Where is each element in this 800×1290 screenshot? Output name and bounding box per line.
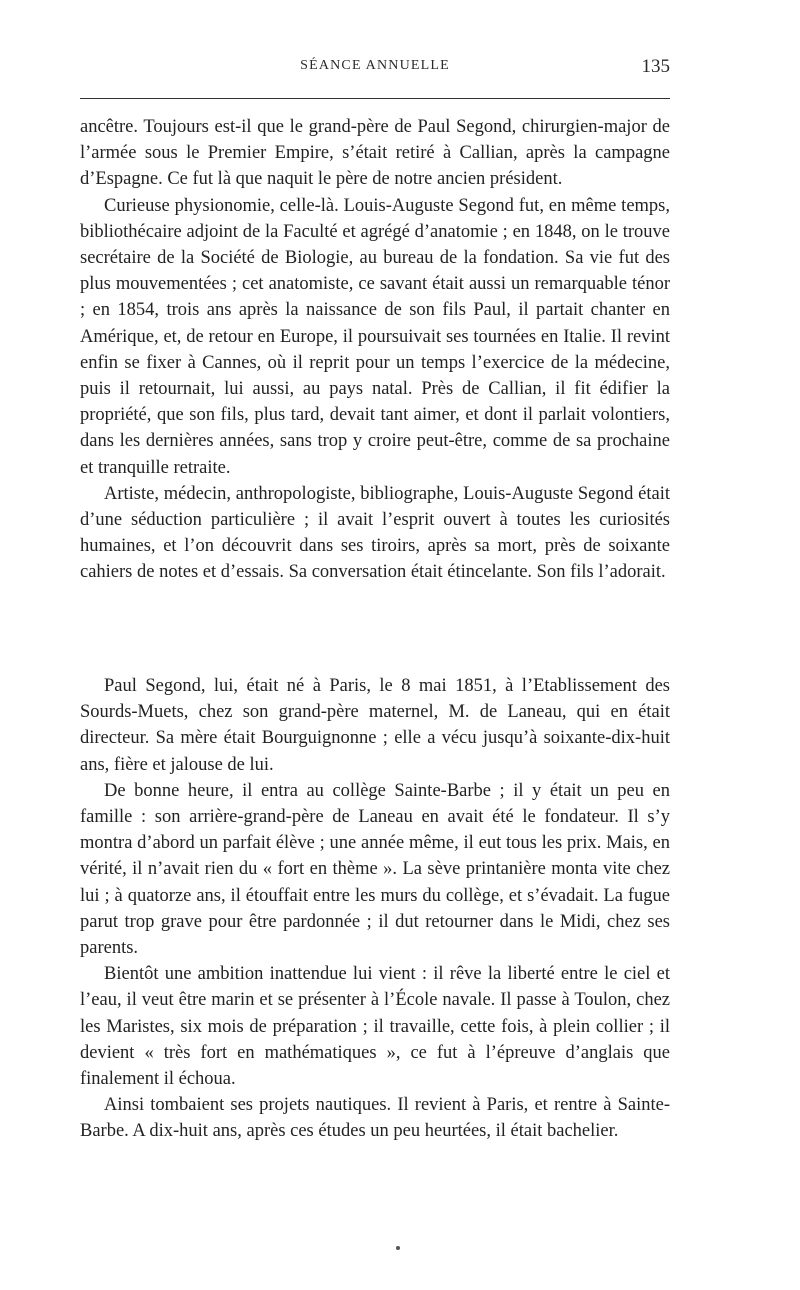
running-header xyxy=(80,56,670,82)
biography-section-father xyxy=(80,114,670,586)
running-title: SÉANCE ANNUELLE xyxy=(300,58,450,73)
paragraph: Artiste, médecin, anthropologiste, bibliographe, Louis-Auguste Segond était d’une séduction particulière ; il avait l’esprit ouvert à toutes les curiosités humaines, et l’on découvrit dans ses tiroirs, après sa mort, près de soixante cahiers de notes et d’essais. Sa conversation était étincelante. Son fils l’adorait. xyxy=(80,483,670,583)
paragraph: De bonne heure, il entra au collège Sainte-Barbe ; il y était un peu en famille : son arrière-grand-père de Laneau en avait été le fondateur. Il s’y montra d’abord un parfait élève ; une année même, il eut tous les prix. Mais, en vérité, il n’avait rien du « fort en thème ». La sève printanière monta vite chez lui ; à quatorze ans, il étouffait entre les murs du collège, et s’évadait. La fugue parut trop grave pour être pardonnée ; il dut retourner dans le Midi, chez ses parents. xyxy=(80,780,670,959)
paragraph: Paul Segond, lui, était né à Paris, le 8 mai 1851, à l’Etablissement des Sourds-Muets, chez son grand-père maternel, M. de Laneau, qui en était directeur. Sa mère était Bourguignonne ; elle a vécu jusqu’à soixante-dix-huit ans, fière et jalouse de lui. xyxy=(80,676,670,775)
page-number: 135 xyxy=(641,56,670,77)
paragraph: Ainsi tombaient ses projets nautiques. Il revient à Paris, et rentre à Sainte-Barbe. A dix-huit ans, après ces études un peu heurtées, il était bachelier. xyxy=(80,1095,670,1142)
paragraph: Curieuse physionomie, celle-là. Louis-Auguste Segond fut, en même temps, bibliothécaire adjoint de la Faculté et agrégé d’anatomie ; en 1848, on le trouve secrétaire de la Société de Biologie, au bureau de la fondation. Sa vie fut des plus mouvementées ; cet anatomiste, ce savant était aussi un remarquable ténor ; en 1854, trois ans après la naissance de son fils Paul, il partait chanter en Amérique, et, de retour en Europe, il poursuivait ses tournées en Italie. Il revint enfin se fixer à Cannes, où il reprit pour un temps l’exercice de la médecine, puis il retournait, lui aussi, au pays natal. Près de Callian, il fit édifier la propriété, que son fils, plus tard, devait tant aimer, et dont il parlait volontiers, dans les dernières années, sans trop y croire peut-être, comme de sa prochaine et tranquille retraite. xyxy=(80,195,670,478)
paragraph: ancêtre. Toujours est-il que le grand-père de Paul Segond, chirurgien-major de l’armée sous le Premier Empire, s’était retiré à Callian, après la campagne d’Espagne. Ce fut là que naquit le père de notre ancien président. xyxy=(80,117,670,190)
paragraph: Bientôt une ambition inattendue lui vient : il rêve la liberté entre le ciel et l’eau, il veut être marin et se présenter à l’École navale. Il passe à Toulon, chez les Maristes, six mois de préparation ; il travaille, cette fois, à plein collier ; il devient « très fort en mathématiques », ce fut à l’épreuve d’anglais que finalement il échoua. xyxy=(80,964,670,1090)
biography-section-youth xyxy=(80,673,670,1145)
header-divider xyxy=(80,98,670,99)
print-speck xyxy=(396,1246,400,1250)
